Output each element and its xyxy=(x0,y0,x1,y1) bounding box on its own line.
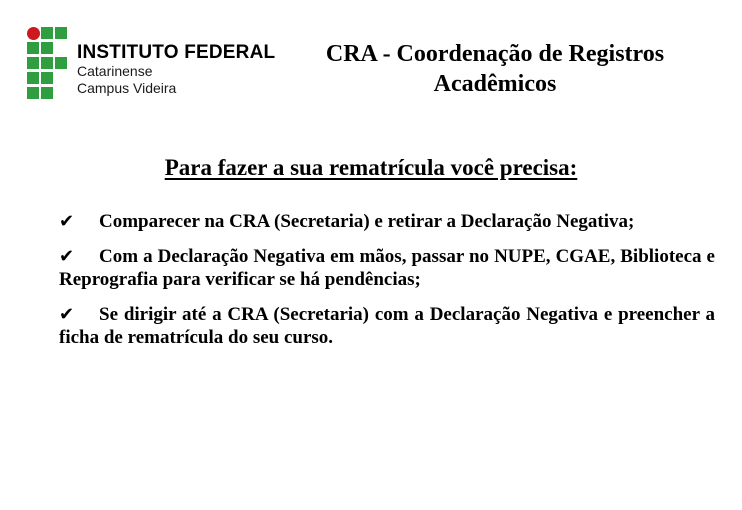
logo-square xyxy=(27,72,39,84)
check-icon: ✔ xyxy=(59,211,75,232)
logo-square xyxy=(27,87,39,99)
header-title-line2: Acadêmicos xyxy=(433,71,557,97)
if-logo-grid-icon xyxy=(27,26,71,102)
step-text: Com a Declaração Negativa em mãos, passar no NUPE, CGAE, Biblioteca e Reprografia para verificar se há pendências; xyxy=(59,246,715,290)
logo-square xyxy=(41,72,53,84)
logo-subtitle-line1: Catarinense xyxy=(77,63,153,79)
section-heading: Para fazer a sua rematrícula você precisa: xyxy=(164,155,578,180)
logo-square xyxy=(55,27,67,39)
check-icon: ✔ xyxy=(59,304,75,325)
list-item xyxy=(59,303,715,349)
logo-subtitle-line2: Campus Videira xyxy=(77,80,177,96)
logo-square xyxy=(27,57,39,69)
list-item xyxy=(59,210,715,233)
logo-square xyxy=(55,57,67,69)
header-title-line1: CRA - Coordenação de Registros xyxy=(325,41,665,67)
list-item xyxy=(59,245,715,291)
logo-square xyxy=(41,87,53,99)
check-icon: ✔ xyxy=(59,246,75,267)
logo-square xyxy=(41,57,53,69)
logo-red-dot xyxy=(27,27,40,40)
step-text: Se dirigir até a CRA (Secretaria) com a Declaração Negativa e preencher a ficha de rematrícula do seu curso. xyxy=(59,304,715,348)
logo-text xyxy=(77,43,275,97)
institution-logo xyxy=(27,26,277,106)
logo-square xyxy=(27,42,39,54)
logo-title: INSTITUTO FEDERAL xyxy=(77,42,276,63)
logo-square xyxy=(41,27,53,39)
page-header-title xyxy=(290,39,700,99)
logo-square xyxy=(41,42,53,54)
steps-list xyxy=(59,210,715,361)
step-text: Comparecer na CRA (Secretaria) e retirar a Declaração Negativa; xyxy=(99,211,635,232)
